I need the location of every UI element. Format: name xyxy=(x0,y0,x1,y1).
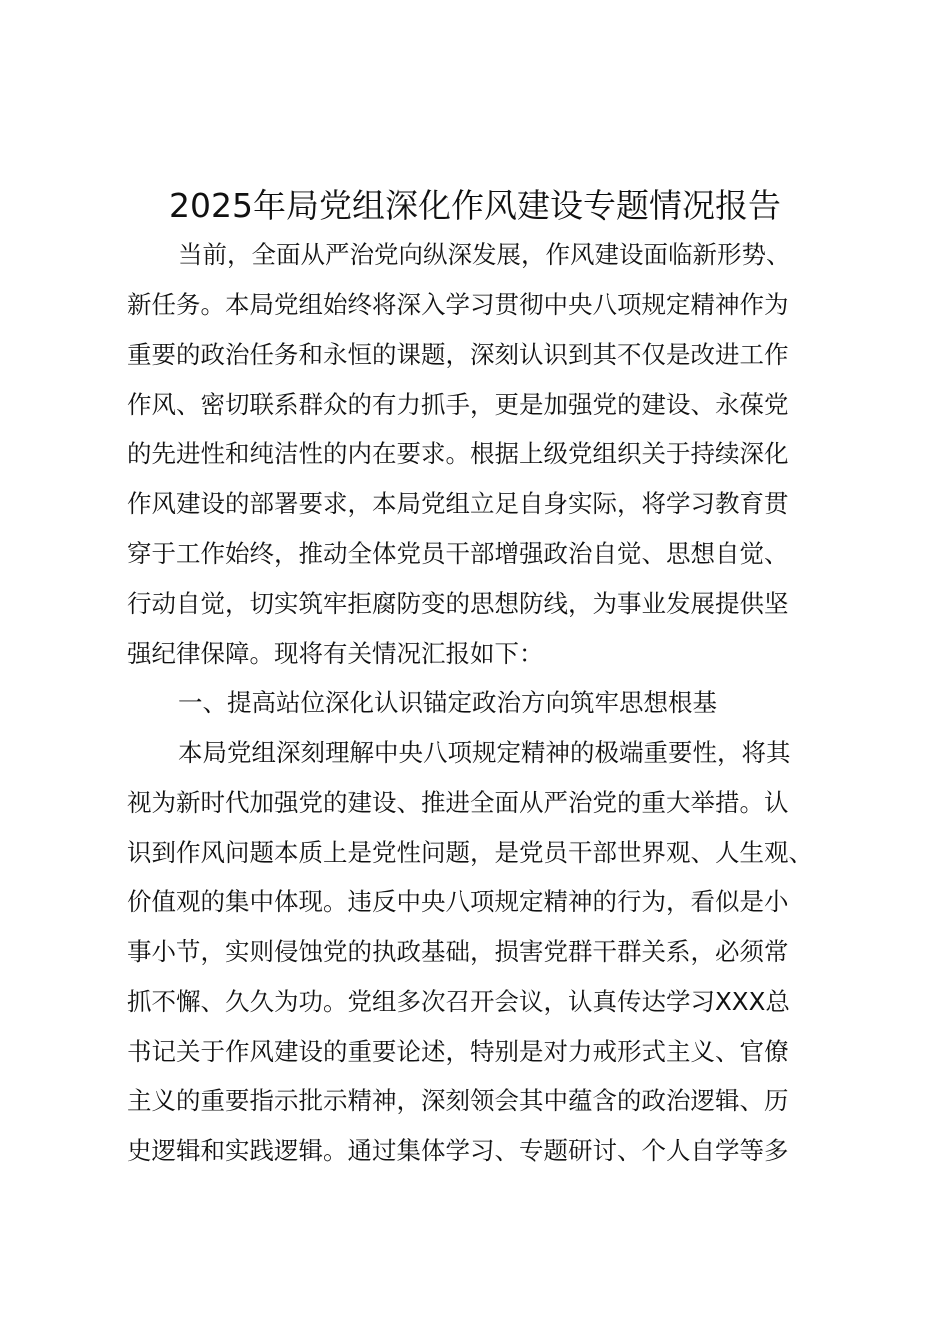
paragraph-line: 重要的政治任务和永恒的课题，深刻认识到其不仅是改进工作 xyxy=(127,340,789,369)
paragraph-line: 价值观的集中体现。违反中央八项规定精神的行为，看似是小 xyxy=(127,887,789,916)
paragraph-line: 识到作风问题本质上是党性问题，是党员干部世界观、人生观、 xyxy=(127,838,813,867)
paragraph-line: 书记关于作风建设的重要论述，特别是对力戒形式主义、官僚 xyxy=(127,1037,789,1066)
paragraph-line: 史逻辑和实践逻辑。通过集体学习、专题研讨、个人自学等多 xyxy=(127,1136,789,1165)
paragraph-line: 的先进性和纯洁性的内在要求。根据上级党组织关于持续深化 xyxy=(127,439,789,468)
paragraph-line: 新任务。本局党组始终将深入学习贯彻中央八项规定精神作为 xyxy=(127,290,789,319)
paragraph-line: 主义的重要指示批示精神，深刻领会其中蕴含的政治逻辑、历 xyxy=(127,1086,789,1115)
paragraph-line: 作风建设的部署要求，本局党组立足自身实际，将学习教育贯 xyxy=(127,489,789,518)
section-heading: 一、提高站位深化认识锚定政治方向筑牢思想根基 xyxy=(178,688,717,717)
paragraph-line: 穿于工作始终，推动全体党员干部增强政治自觉、思想自觉、 xyxy=(127,539,789,568)
document-title: 2025年局党组深化作风建设专题情况报告 xyxy=(169,186,781,225)
paragraph-line: 作风、密切联系群众的有力抓手，更是加强党的建设、永葆党 xyxy=(127,390,789,419)
paragraph-line: 抓不懈、久久为功。党组多次召开会议，认真传达学习XXX总 xyxy=(127,987,790,1016)
paragraph-line: 事小节，实则侵蚀党的执政基础，损害党群干群关系，必须常 xyxy=(127,937,789,966)
paragraph-line: 行动自觉，切实筑牢拒腐防变的思想防线，为事业发展提供坚 xyxy=(127,589,789,618)
paragraph-line: 视为新时代加强党的建设、推进全面从严治党的重大举措。认 xyxy=(127,788,789,817)
paragraph-line: 当前，全面从严治党向纵深发展，作风建设面临新形势、 xyxy=(178,240,791,269)
paragraph-line: 强纪律保障。现将有关情况汇报如下： xyxy=(127,639,544,668)
paragraph-line: 本局党组深刻理解中央八项规定精神的极端重要性，将其 xyxy=(178,738,791,767)
